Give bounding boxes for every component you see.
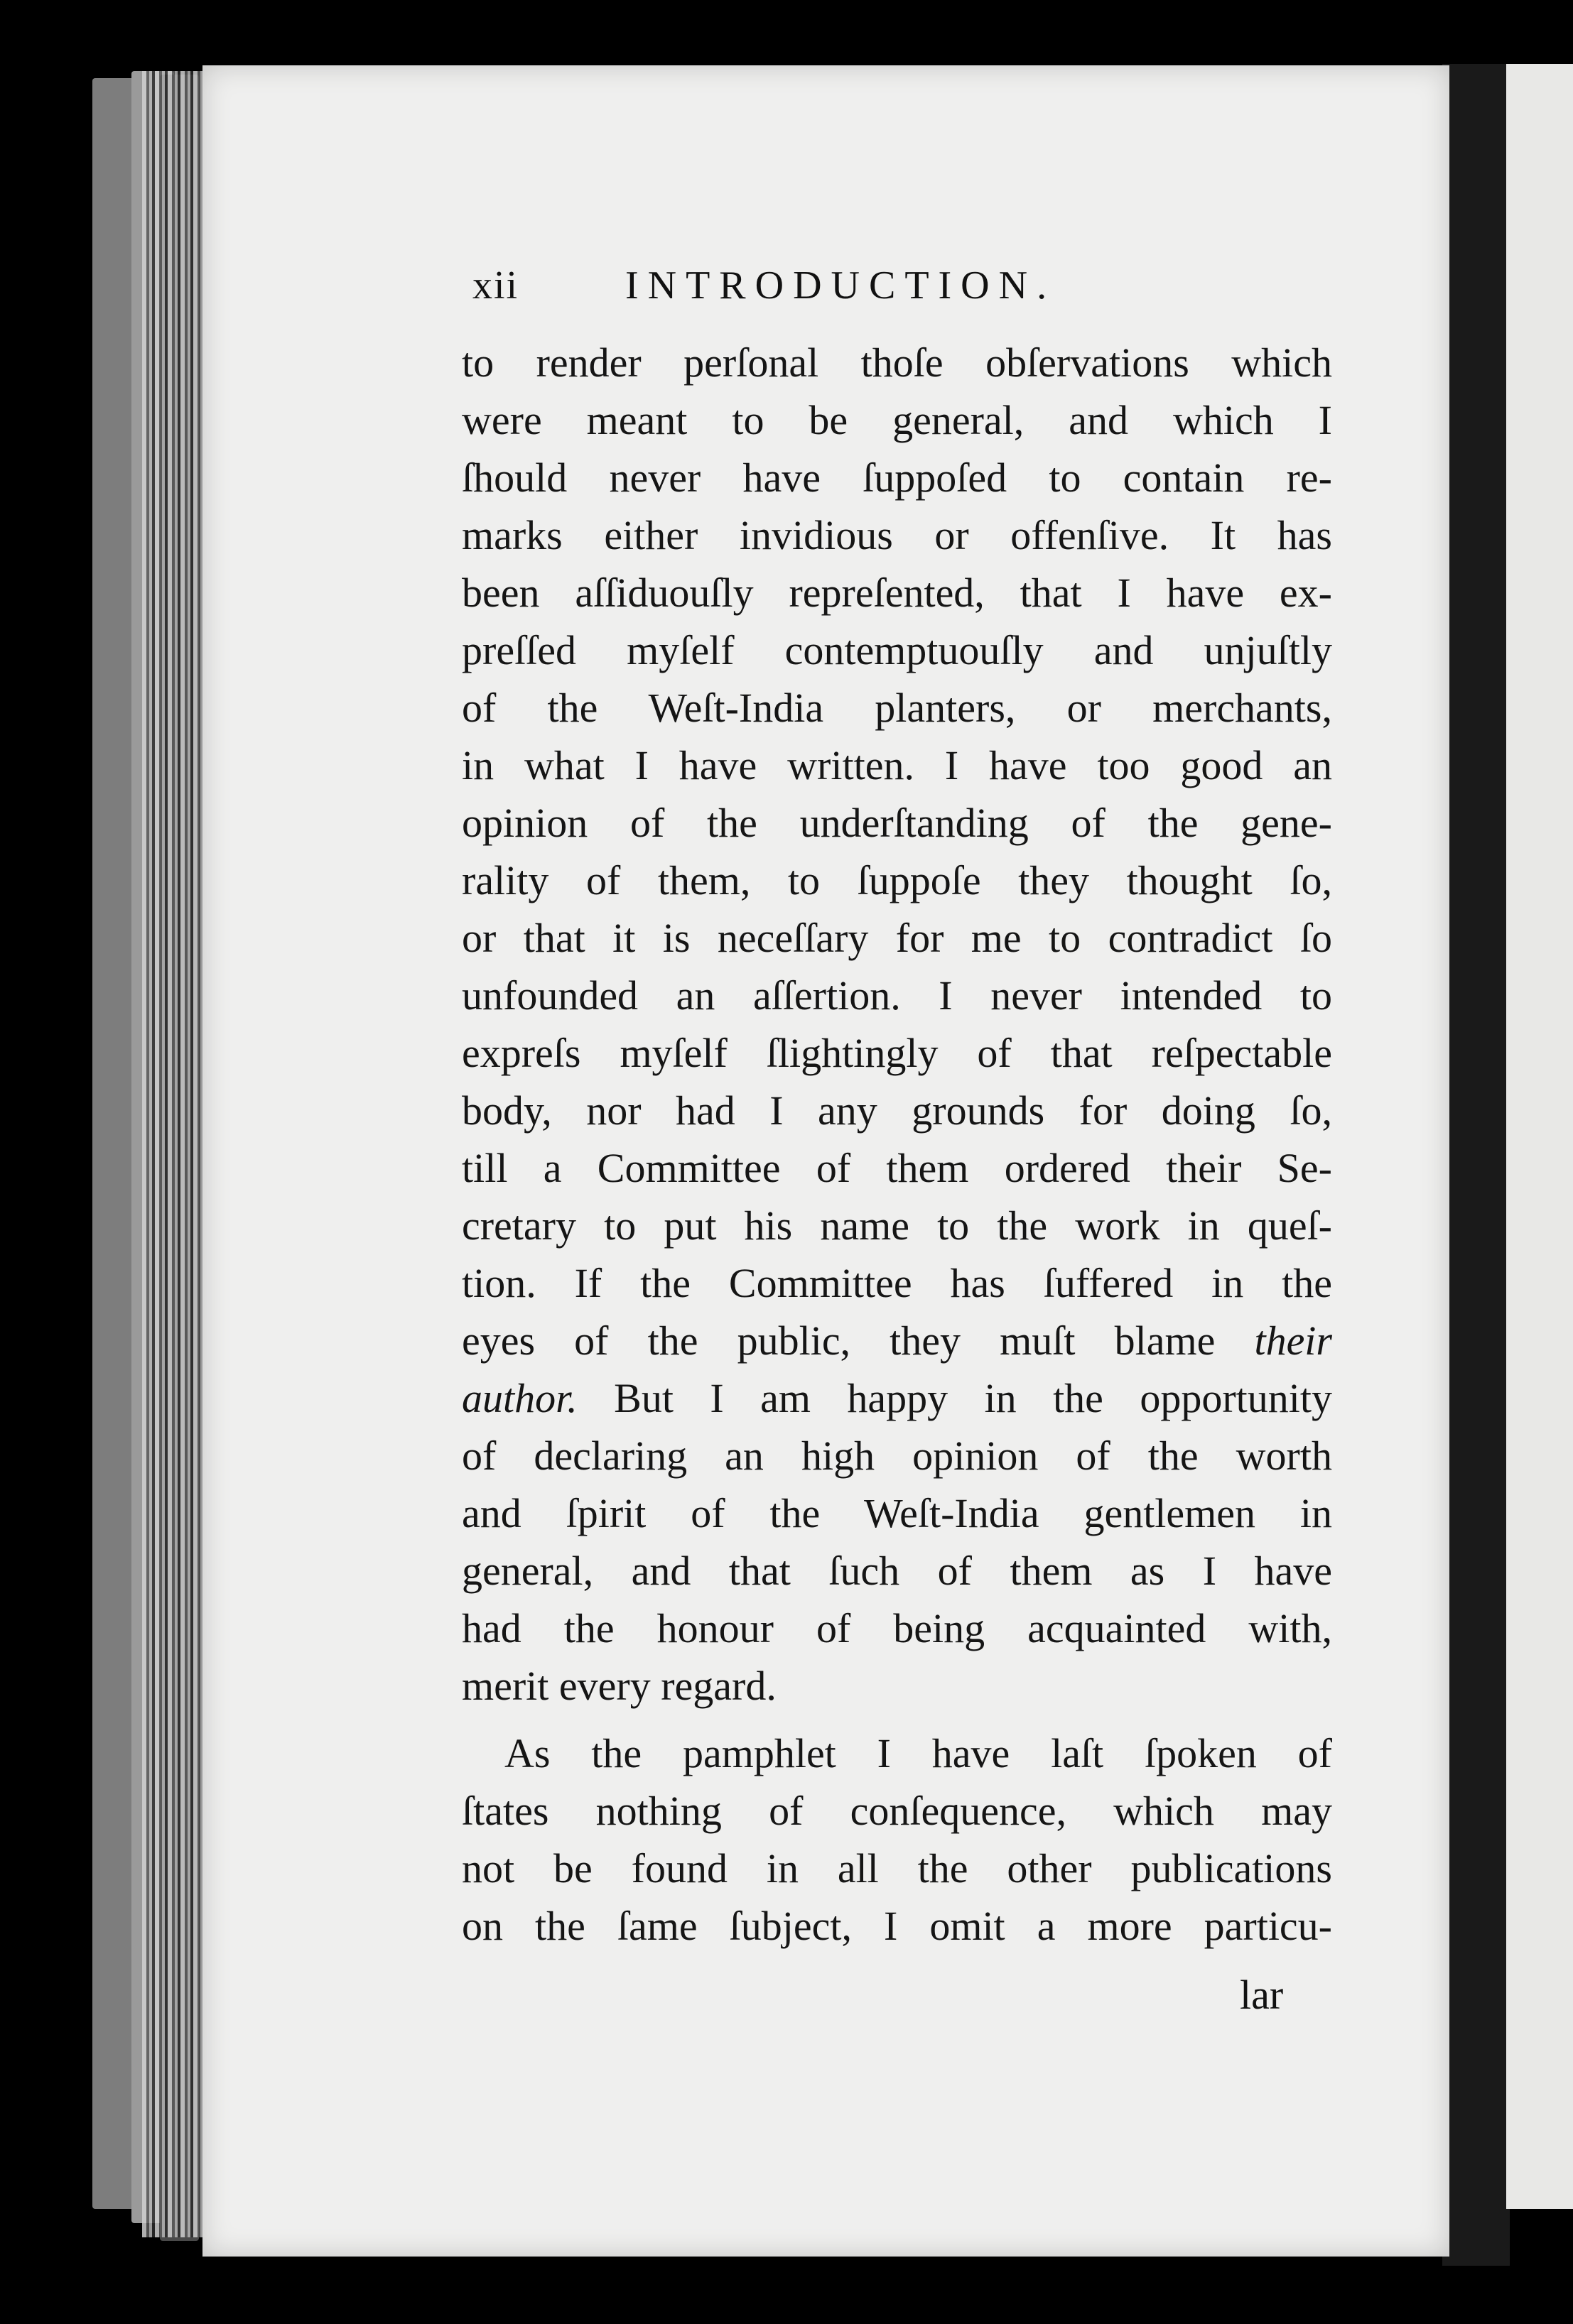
catchword: lar bbox=[1240, 1972, 1284, 2018]
text-line-6: preſſed myſelf contemptuouſly and unjuſtly bbox=[462, 627, 1332, 673]
text-line-20: of declaring an high opinion of the worth bbox=[462, 1433, 1332, 1479]
text-line-22: general, and that ſuch of them as I have bbox=[462, 1548, 1332, 1594]
text-line-21: and ſpirit of the Weſt-India gentlemen in bbox=[462, 1490, 1332, 1536]
para2-line-2: ſtates nothing of conſequence, which may bbox=[462, 1788, 1332, 1834]
text-line-19 bbox=[462, 1369, 1332, 1427]
text-line-2: were meant to be general, and which I bbox=[462, 397, 1332, 443]
paragraph-gap bbox=[462, 1715, 1332, 1725]
running-head bbox=[472, 263, 1325, 313]
text-line-1: to render perſonal thoſe obſervations which bbox=[462, 340, 1332, 386]
para2-line-4: on the ſame ſubject, I omit a more particu- bbox=[462, 1903, 1332, 1949]
text-line-23: had the honour of being acquainted with, bbox=[462, 1605, 1332, 1651]
text-line-3: ſhould never have ſuppoſed to contain re- bbox=[462, 455, 1332, 501]
text-line-18-roman: eyes of the public, they muſt blame bbox=[462, 1318, 1255, 1364]
text-line-16: cretary to put his name to the work in queſ- bbox=[462, 1202, 1332, 1249]
text-line-15: till a Committee of them ordered their Se- bbox=[462, 1145, 1332, 1191]
text-line-24: merit every regard. bbox=[462, 1663, 777, 1709]
body-text bbox=[462, 334, 1332, 1955]
facing-page-edge bbox=[1506, 64, 1573, 2209]
text-line-11: or that it is neceſſary for me to contradict ſo bbox=[462, 915, 1332, 961]
text-line-18 bbox=[462, 1312, 1332, 1369]
text-line-9: opinion of the underſtanding of the gene- bbox=[462, 800, 1332, 846]
text-line-7: of the Weſt-India planters, or merchants, bbox=[462, 685, 1332, 731]
book-gutter bbox=[1442, 64, 1510, 2266]
text-line-13: expreſs myſelf ſlightingly of that reſpectable bbox=[462, 1030, 1332, 1076]
italic-word-their: their bbox=[1254, 1318, 1332, 1364]
text-line-10: rality of them, to ſuppoſe they thought ſo, bbox=[462, 857, 1332, 903]
text-line-19-roman: But I am happy in the opportunity bbox=[577, 1375, 1332, 1421]
para2-line-1: As the pamphlet I have laſt ſpoken of bbox=[504, 1730, 1332, 1776]
page-number: xii bbox=[472, 264, 519, 308]
italic-word-author: author. bbox=[462, 1375, 578, 1421]
text-line-14: body, nor had I any grounds for doing ſo, bbox=[462, 1087, 1332, 1134]
text-line-8: in what I have written. I have too good an bbox=[462, 742, 1332, 788]
page-edge-lines bbox=[142, 71, 206, 2237]
text-line-4: marks either invidious or offenſive. It has bbox=[462, 512, 1332, 558]
text-line-17: tion. If the Committee has ſuffered in the bbox=[462, 1260, 1332, 1306]
section-title: INTRODUCTION. bbox=[625, 264, 1056, 308]
text-line-12: unfounded an aſſertion. I never intended to bbox=[462, 972, 1332, 1019]
text-line-5: been aſſiduouſly repreſented, that I have ex- bbox=[462, 570, 1332, 616]
para2-line-3: not be found in all the other publications bbox=[462, 1845, 1332, 1891]
